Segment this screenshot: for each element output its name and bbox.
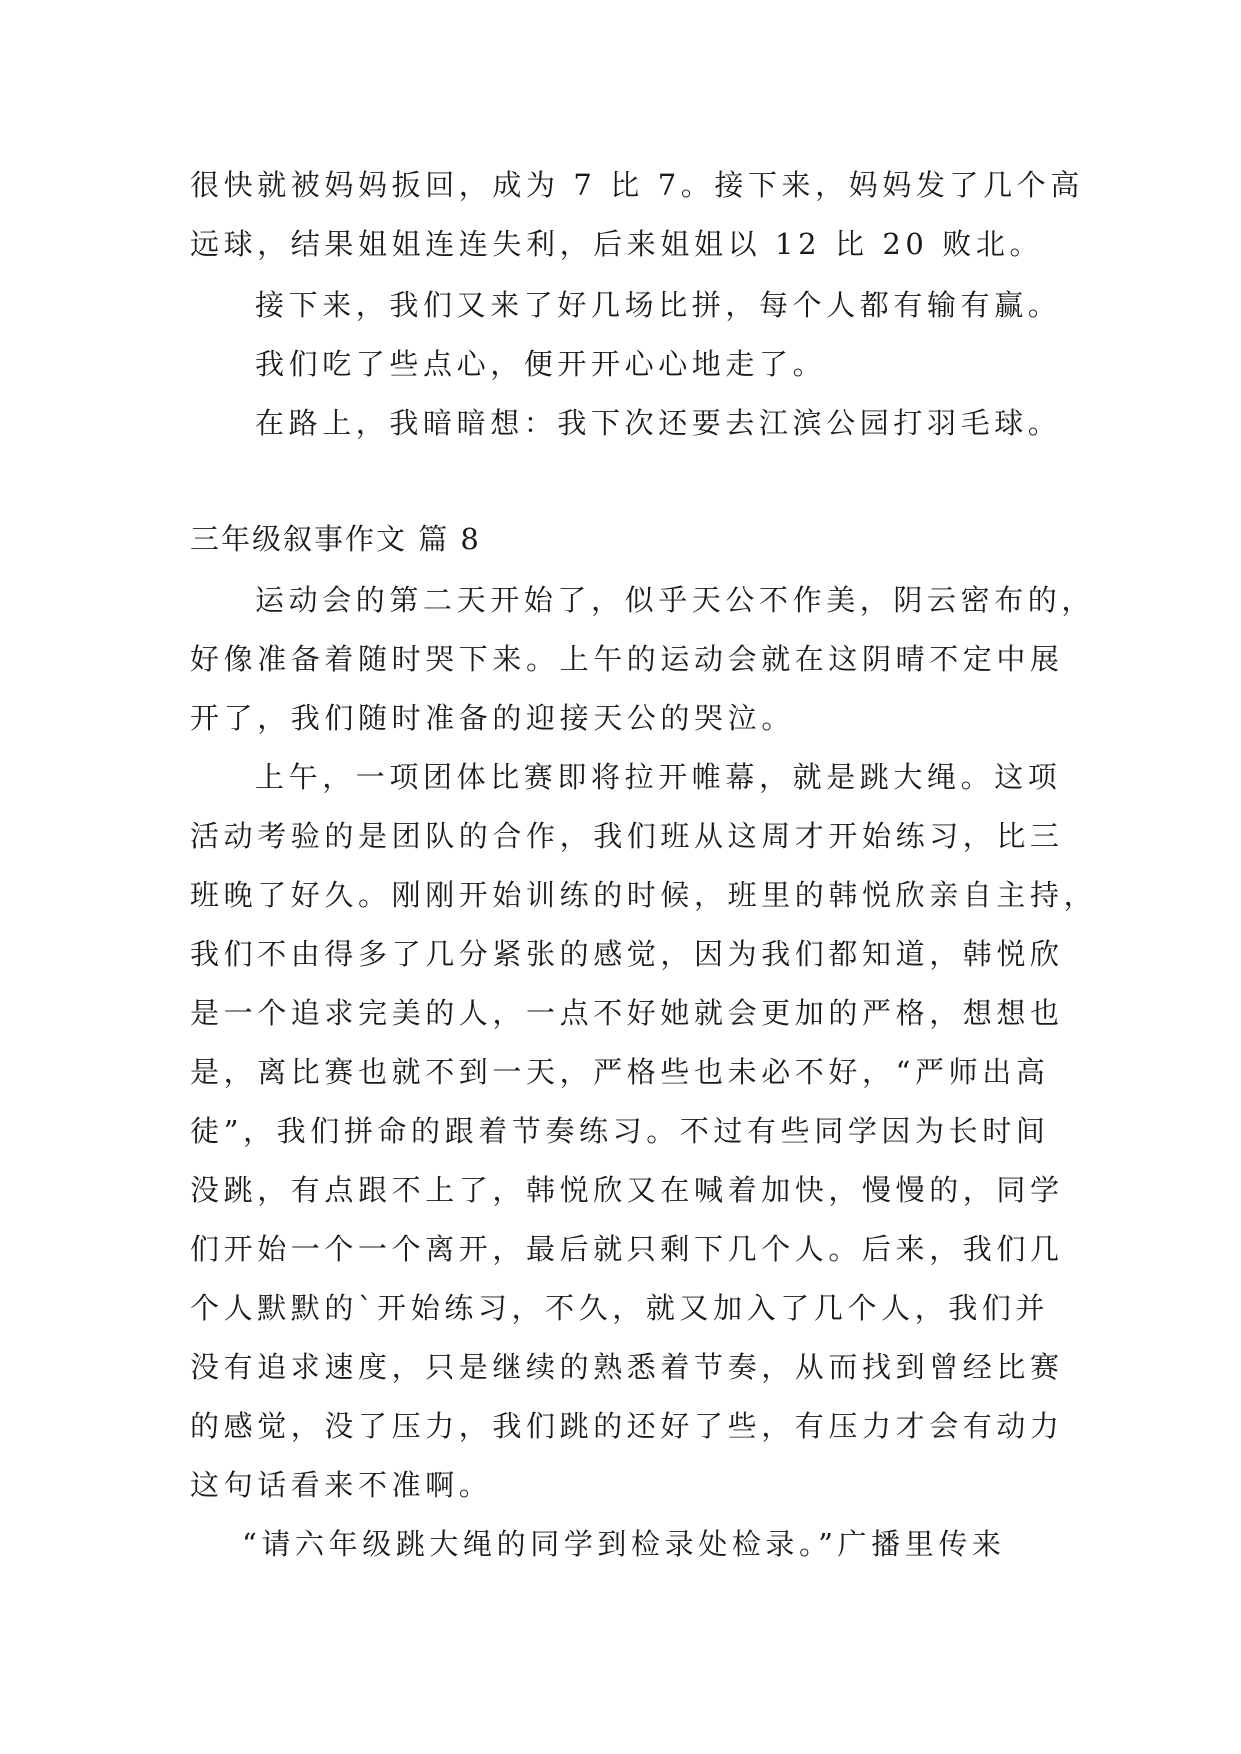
text-line: 是，离比赛也就不到一天，严格些也未必不好，“严师出高	[190, 1055, 1050, 1089]
section-title: 三年级叙事作文 篇 8	[190, 522, 481, 556]
text-line: 们开始一个一个离开，最后就只剩下几个人。后来，我们几	[190, 1232, 1064, 1266]
paragraph-line: 运动会的第二天开始了，似乎天公不作美，阴云密布的，	[255, 583, 1096, 617]
text-line: 班晚了好久。刚刚开始训练的时候，班里的韩悦欣亲自主持，	[190, 878, 1098, 912]
text-line: 没有追求速度，只是继续的熟悉着节奏，从而找到曾经比赛	[190, 1350, 1064, 1384]
paragraph-line: 我们吃了些点心，便开开心心地走了。	[255, 347, 827, 381]
paragraph-line: 上午，一项团体比赛即将拉开帷幕，就是跳大绳。这项	[255, 760, 1062, 794]
text-line: 很快就被妈妈扳回，成为 7 比 7。接下来，妈妈发了几个高	[190, 168, 1084, 202]
text-line: 这句话看来不准啊。	[190, 1468, 493, 1502]
text-line: 个人默默的`开始练习，不久，就又加入了几个人，我们并	[190, 1291, 1050, 1325]
text-line: 是一个追求完美的人，一点不好她就会更加的严格，想想也	[190, 996, 1064, 1030]
text-line: 活动考验的是团队的合作，我们班从这周才开始练习，比三	[190, 819, 1064, 853]
text-line: 开了，我们随时准备的迎接天公的哭泣。	[190, 701, 795, 735]
text-line: 徒”，我们拼命的跟着节奏练习。不过有些同学因为长时间	[190, 1114, 1050, 1148]
text-line: 我们不由得多了几分紧张的感觉，因为我们都知道，韩悦欣	[190, 937, 1064, 971]
paragraph-line: “请六年级跳大绳的同学到检录处检录。”广播里传来	[242, 1527, 1006, 1561]
text-line: 没跳，有点跟不上了，韩悦欣又在喊着加快，慢慢的，同学	[190, 1173, 1064, 1207]
text-line: 远球，结果姐姐连连失利，后来姐姐以 12 比 20 败北。	[190, 227, 1044, 261]
paragraph-line: 接下来，我们又来了好几场比拼，每个人都有输有赢。	[255, 288, 1062, 322]
paragraph-line: 在路上，我暗暗想：我下次还要去江滨公园打羽毛球。	[255, 406, 1062, 440]
text-line: 好像准备着随时哭下来。上午的运动会就在这阴晴不定中展	[190, 642, 1064, 676]
text-line: 的感觉，没了压力，我们跳的还好了些，有压力才会有动力	[190, 1409, 1064, 1443]
